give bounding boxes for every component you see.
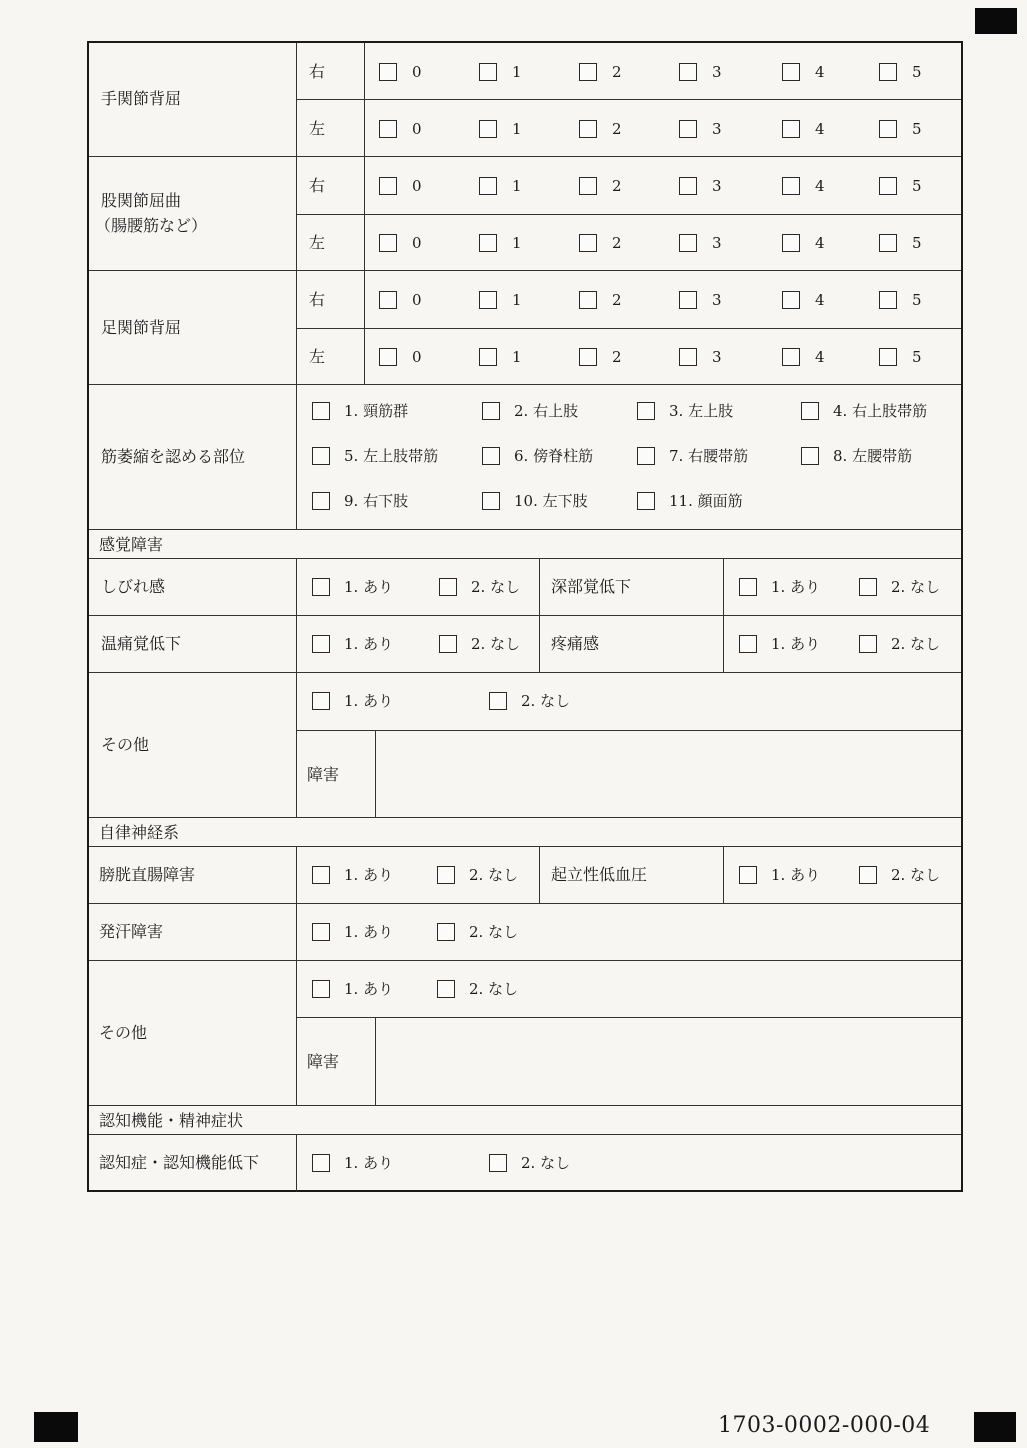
hip-left-grade-4-checkbox[interactable] [782,234,800,252]
thermal-pain-yes-checkbox[interactable] [312,635,330,653]
ankle-right-grade-2-label: 2 [612,291,622,309]
dementia-divider [296,1135,297,1192]
ankle-right-grade-3-checkbox[interactable] [679,291,697,309]
sweating-no-label: 2. なし [469,923,519,941]
autonomic-other-block [89,961,961,1106]
hip-right-grade-3-label: 3 [712,177,722,195]
registration-mark-bottom-right [974,1412,1016,1442]
bladder-yes-checkbox[interactable] [312,866,330,884]
atrophy-checkbox-left-shoulder-girdle[interactable] [312,447,330,465]
sensory-impairment-field[interactable] [376,731,961,817]
atrophy-option-left-lower-limb: 10. 左下肢 [514,492,588,510]
hip-right-grade-2-label: 2 [612,177,622,195]
ankle-left-grade-1-checkbox[interactable] [479,348,497,366]
autonomic-impairment-label: 障害 [307,1052,340,1071]
deep-sensation-no-label: 2. なし [891,578,941,596]
orthostatic-no-label: 2. なし [891,866,941,884]
atrophy-checkbox-left-upper-limb[interactable] [637,402,655,420]
wrist-right-grade-2-label: 2 [612,63,622,81]
atrophy-checkbox-right-lumbar-girdle[interactable] [637,447,655,465]
numbness-divider-2 [539,559,540,615]
deep-sensation-label: 深部覚低下 [551,577,632,596]
hip-right-grade-4-label: 4 [815,177,825,195]
deep-sensation-yes-checkbox[interactable] [739,578,757,596]
registration-mark-top-right [975,8,1017,34]
ankle-right-grade-0-label: 0 [412,291,422,309]
hip-left-grade-3-checkbox[interactable] [679,234,697,252]
hip-left-grade-2-checkbox[interactable] [579,234,597,252]
ankle-left-grade-2-label: 2 [612,348,622,366]
thermal-pain-yes-label: 1. あり [344,635,394,653]
wrist-left-grade-1-label: 1 [512,120,522,138]
orthostatic-label: 起立性低血圧 [551,865,648,884]
ankle-left-grade-4-checkbox[interactable] [782,348,800,366]
sensory-other-no-checkbox[interactable] [489,692,507,710]
orthostatic-yes-label: 1. あり [771,866,821,884]
dementia-label: 認知症・認知機能低下 [99,1153,260,1172]
atrophy-checkbox-neck[interactable] [312,402,330,420]
wrist-right-grade-4-checkbox[interactable] [782,63,800,81]
hip-left-grade-3-label: 3 [712,234,722,252]
atrophy-checkbox-facial[interactable] [637,492,655,510]
numbness-row [89,559,961,616]
hip-row-divider [296,214,961,215]
hip-right-grade-1-checkbox[interactable] [479,177,497,195]
wrist-right-grade-1-checkbox[interactable] [479,63,497,81]
ankle-right-grade-4-label: 4 [815,291,825,309]
atrophy-column-divider [296,385,297,529]
sensory-impairment-label: 障害 [307,765,340,784]
atrophy-option-right-lower-limb: 9. 右下肢 [344,492,409,510]
hip-right-grade-5-label: 5 [912,177,922,195]
sensory-other-block [89,673,961,818]
hip-flexion-sublabel: （腸腰筋など） [95,216,208,235]
pain-no-checkbox[interactable] [859,635,877,653]
autonomic-section-title: 自律神経系 [99,823,180,842]
hip-right-grade-2-checkbox[interactable] [579,177,597,195]
numbness-no-checkbox[interactable] [439,578,457,596]
sweating-yes-label: 1. あり [344,923,394,941]
sensory-other-yes-checkbox[interactable] [312,692,330,710]
ankle-left-grade-0-checkbox[interactable] [379,348,397,366]
ankle-left-grade-1-label: 1 [512,348,522,366]
sensory-other-no-label: 2. なし [521,692,571,710]
dementia-no-checkbox[interactable] [489,1154,507,1172]
ankle-left-grade-5-checkbox[interactable] [879,348,897,366]
bladder-no-label: 2. なし [469,866,519,884]
numbness-yes-label: 1. あり [344,578,394,596]
wrist-right-grade-3-checkbox[interactable] [679,63,697,81]
hip-left-grade-4-label: 4 [815,234,825,252]
ankle-left-grade-3-label: 3 [712,348,722,366]
ankle-dorsiflexion-label: 足関節背屈 [101,318,182,337]
hip-left-grade-0-label: 0 [412,234,422,252]
orthostatic-no-checkbox[interactable] [859,866,877,884]
hip-right-grade-5-checkbox[interactable] [879,177,897,195]
hip-left-grade-0-checkbox[interactable] [379,234,397,252]
neurological-findings-form [87,41,963,1192]
wrist-right-grade-4-label: 4 [815,63,825,81]
atrophy-option-left-upper-limb: 3. 左上肢 [669,402,734,420]
hip-right-grade-3-checkbox[interactable] [679,177,697,195]
autonomic-other-label: その他 [99,1023,148,1042]
ankle-row-divider [296,328,961,329]
ankle-right-grade-5-checkbox[interactable] [879,291,897,309]
ankle-right-grade-1-label: 1 [512,291,522,309]
wrist-right-grade-5-checkbox[interactable] [879,63,897,81]
atrophy-option-right-upper-limb: 2. 右上肢 [514,402,579,420]
hip-left-grade-1-checkbox[interactable] [479,234,497,252]
ankle-left-label: 左 [309,347,326,366]
sweating-yes-checkbox[interactable] [312,923,330,941]
hip-right-grade-0-checkbox[interactable] [379,177,397,195]
wrist-right-grade-1-label: 1 [512,63,522,81]
ankle-left-grade-4-label: 4 [815,348,825,366]
hip-left-label: 左 [309,233,326,252]
hip-left-grade-5-checkbox[interactable] [879,234,897,252]
thermal-pain-label: 温痛覚低下 [101,634,182,653]
sweating-no-checkbox[interactable] [437,923,455,941]
sweating-row [89,904,961,961]
atrophy-option-left-shoulder-girdle: 5. 左上肢帯筋 [344,447,439,465]
bladder-row [89,847,961,904]
numbness-divider-3 [723,559,724,615]
bladder-divider-1 [296,847,297,903]
sensory-section-header [89,530,961,559]
ankle-right-grade-0-checkbox[interactable] [379,291,397,309]
pain-label: 疼痛感 [551,634,600,653]
wrist-left-grade-3-label: 3 [712,120,722,138]
thermal-pain-row [89,616,961,673]
wrist-right-grade-0-checkbox[interactable] [379,63,397,81]
bladder-no-checkbox[interactable] [437,866,455,884]
atrophy-checkbox-left-lumbar-girdle[interactable] [801,447,819,465]
atrophy-option-right-lumbar-girdle: 7. 右腰帯筋 [669,447,749,465]
dementia-yes-checkbox[interactable] [312,1154,330,1172]
sensory-other-label: その他 [101,735,150,754]
thermal-divider-2 [539,616,540,672]
wrist-right-label: 右 [309,62,326,81]
cognitive-section-title: 認知機能・精神症状 [99,1111,244,1130]
form-code: 1703-0002-000-04 [718,1413,931,1438]
autonomic-other-no-checkbox[interactable] [437,980,455,998]
deep-sensation-no-checkbox[interactable] [859,578,877,596]
bladder-divider-3 [723,847,724,903]
numbness-label: しびれ感 [101,577,166,596]
autonomic-section-header [89,818,961,847]
atrophy-checkbox-paraspinal[interactable] [482,447,500,465]
bladder-divider-2 [539,847,540,903]
hip-flexion-label: 股関節屈曲 [101,191,182,210]
wrist-left-grade-3-checkbox[interactable] [679,120,697,138]
cognitive-section-header [89,1106,961,1135]
atrophy-option-right-shoulder-girdle: 4. 右上肢帯筋 [833,402,928,420]
ankle-right-grade-2-checkbox[interactable] [579,291,597,309]
atrophy-option-neck: 1. 頸筋群 [344,402,409,420]
ankle-left-grade-0-label: 0 [412,348,422,366]
thermal-pain-no-checkbox[interactable] [439,635,457,653]
ankle-left-grade-3-checkbox[interactable] [679,348,697,366]
thermal-divider-1 [296,616,297,672]
sweating-label: 発汗障害 [99,922,164,941]
dementia-row [89,1135,961,1192]
hip-right-grade-1-label: 1 [512,177,522,195]
wrist-left-grade-4-checkbox[interactable] [782,120,800,138]
bladder-yes-label: 1. あり [344,866,394,884]
atrophy-option-facial: 11. 顔面筋 [669,492,743,510]
ankle-right-label: 右 [309,290,326,309]
sensory-other-yes-label: 1. あり [344,692,394,710]
muscle-atrophy-block [89,385,961,530]
ankle-left-grade-2-checkbox[interactable] [579,348,597,366]
wrist-right-grade-2-checkbox[interactable] [579,63,597,81]
atrophy-option-paraspinal: 6. 傍脊柱筋 [514,447,594,465]
bladder-bowel-label: 膀胱直腸障害 [99,865,196,884]
wrist-row-divider [296,99,961,100]
registration-mark-bottom-left [34,1412,78,1442]
ankle-dorsiflexion-block [89,271,961,385]
atrophy-checkbox-right-shoulder-girdle[interactable] [801,402,819,420]
pain-yes-checkbox[interactable] [739,635,757,653]
atrophy-checkbox-right-upper-limb[interactable] [482,402,500,420]
numbness-yes-checkbox[interactable] [312,578,330,596]
hip-right-label: 右 [309,176,326,195]
orthostatic-yes-checkbox[interactable] [739,866,757,884]
thermal-divider-3 [723,616,724,672]
wrist-left-grade-0-label: 0 [412,120,422,138]
hip-flexion-block [89,157,961,271]
ankle-left-grade-5-label: 5 [912,348,922,366]
muscle-atrophy-label: 筋萎縮を認める部位 [101,447,246,466]
ankle-right-grade-4-checkbox[interactable] [782,291,800,309]
wrist-right-grade-0-label: 0 [412,63,422,81]
numbness-no-label: 2. なし [471,578,521,596]
wrist-left-grade-2-label: 2 [612,120,622,138]
pain-yes-label: 1. あり [771,635,821,653]
wrist-left-grade-2-checkbox[interactable] [579,120,597,138]
wrist-left-grade-5-checkbox[interactable] [879,120,897,138]
hip-left-grade-5-label: 5 [912,234,922,252]
wrist-right-grade-3-label: 3 [712,63,722,81]
hip-right-grade-4-checkbox[interactable] [782,177,800,195]
wrist-left-grade-4-label: 4 [815,120,825,138]
ankle-right-grade-1-checkbox[interactable] [479,291,497,309]
autonomic-other-no-label: 2. なし [469,980,519,998]
dementia-no-label: 2. なし [521,1154,571,1172]
hip-left-grade-1-label: 1 [512,234,522,252]
wrist-left-grade-0-checkbox[interactable] [379,120,397,138]
thermal-pain-no-label: 2. なし [471,635,521,653]
sensory-section-title: 感覚障害 [99,535,164,554]
autonomic-other-yes-label: 1. あり [344,980,394,998]
wrist-dorsiflexion-label: 手関節背屈 [101,89,182,108]
deep-sensation-yes-label: 1. あり [771,578,821,596]
wrist-left-grade-1-checkbox[interactable] [479,120,497,138]
atrophy-option-left-lumbar-girdle: 8. 左腰帯筋 [833,447,913,465]
sensory-other-divider [296,673,297,817]
wrist-left-grade-5-label: 5 [912,120,922,138]
hip-left-grade-2-label: 2 [612,234,622,252]
ankle-right-grade-3-label: 3 [712,291,722,309]
autonomic-impairment-field[interactable] [376,1018,961,1105]
hip-right-grade-0-label: 0 [412,177,422,195]
dementia-yes-label: 1. あり [344,1154,394,1172]
atrophy-checkbox-right-lower-limb[interactable] [312,492,330,510]
wrist-left-label: 左 [309,119,326,138]
atrophy-checkbox-left-lower-limb[interactable] [482,492,500,510]
pain-no-label: 2. なし [891,635,941,653]
sweating-divider [296,904,297,960]
autonomic-other-divider [296,961,297,1105]
numbness-divider-1 [296,559,297,615]
wrist-right-grade-5-label: 5 [912,63,922,81]
autonomic-other-yes-checkbox[interactable] [312,980,330,998]
wrist-dorsiflexion-block [89,43,961,157]
ankle-right-grade-5-label: 5 [912,291,922,309]
